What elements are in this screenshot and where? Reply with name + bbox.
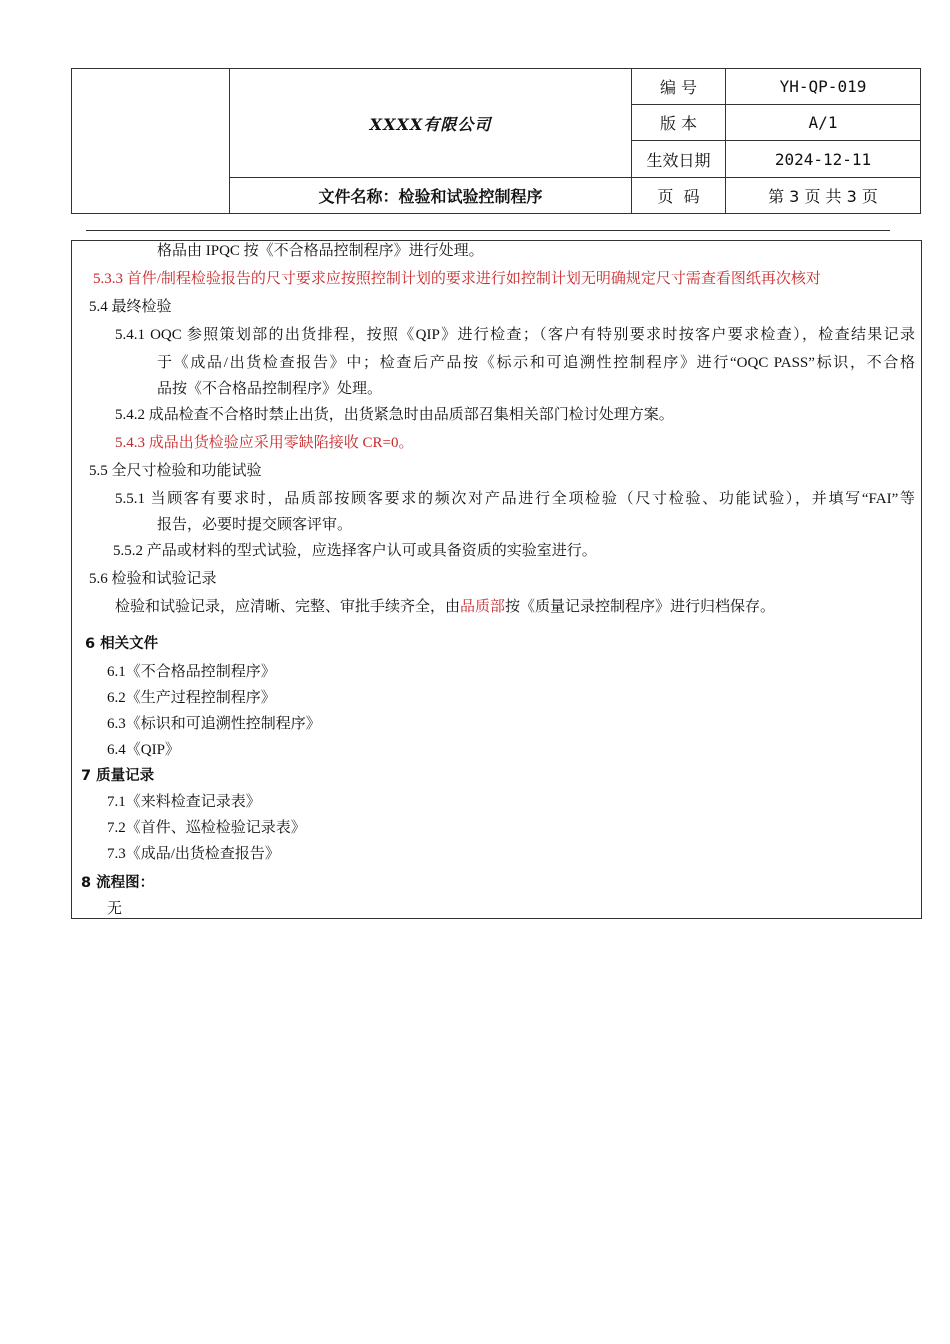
section-5-4-heading: 5.4 最终检验: [89, 299, 172, 315]
version-label: 版 本: [632, 105, 726, 141]
clause-5-5-1-cont: 报告，必要时提交顾客评审。: [157, 517, 353, 533]
quality-record-item: 7.3《成品/出货检查报告》: [107, 846, 280, 862]
clause-5-6-text-c: 按《质量记录控制程序》进行归档保存。: [505, 599, 776, 615]
doc-number-label: 编 号: [632, 69, 726, 105]
clause-5-5-1: 5.5.1 当顾客有要求时，品质部按顾客要求的频次对产品进行全项检验（尺寸检验、功能试验），并填写“FAI”等: [115, 491, 915, 507]
clause-5-4-2: 5.4.2 成品检查不合格时禁止出货，出货紧急时由品质部召集相关部门检讨处理方案。: [115, 407, 674, 423]
related-doc-item: 6.2《生产过程控制程序》: [107, 690, 276, 706]
clause-5-4-1: 5.4.1 OQC 参照策划部的出货排程，按照《QIP》进行检查；（客户有特别要求时按客户要求检查），检查结果记录: [115, 327, 915, 343]
related-doc-item: 6.4《QIP》: [107, 742, 180, 758]
paragraph-line: 格品由 IPQC 按《不合格品控制程序》进行处理。: [157, 243, 484, 259]
effective-date-label: 生效日期: [632, 141, 726, 178]
section-5-5-heading: 5.5 全尺寸检验和功能试验: [89, 463, 262, 479]
clause-5-6-text: [115, 597, 775, 617]
logo-cell: [72, 69, 230, 214]
clause-5-4-1-cont2: 品按《不合格品控制程序》处理。: [157, 381, 383, 397]
clause-5-5-2: 5.5.2 产品或材料的型式试验，应选择客户认可或具备资质的实验室进行。: [113, 543, 597, 559]
clause-5-4-1-cont: 于《成品/出货检查报告》中；检查后产品按《标示和可追溯性控制程序》进行“OQC PASS”标识，不合格: [157, 355, 915, 371]
quality-dept-highlight: 品质部: [460, 599, 506, 615]
section-5-6-heading: 5.6 检验和试验记录: [89, 571, 217, 587]
flowchart-value: 无: [107, 901, 123, 917]
section-7-heading: 7 质量记录: [81, 768, 155, 784]
related-doc-item: 6.3《标识和可追溯性控制程序》: [107, 716, 321, 732]
effective-date-value: 2024-12-11: [726, 141, 921, 178]
quality-record-item: 7.1《来料检查记录表》: [107, 794, 261, 810]
doc-number-value: YH-QP-019: [726, 69, 921, 105]
header-divider: [86, 230, 890, 231]
document-header-table: [71, 68, 921, 214]
clause-5-3-3: 5.3.3 首件/制程检验报告的尺寸要求应按照控制计划的要求进行如控制计划无明确规定尺寸需查看图纸再次核对: [93, 271, 821, 287]
section-8-heading: 8 流程图：: [81, 875, 155, 891]
section-6-heading: 6 相关文件: [85, 636, 159, 652]
related-doc-item: 6.1《不合格品控制程序》: [107, 664, 276, 680]
quality-record-item: 7.2《首件、巡检检验记录表》: [107, 820, 306, 836]
body-content-box: [71, 240, 922, 919]
document-title: 文件名称：检验和试验控制程序: [230, 178, 632, 214]
page-label: 页 码: [632, 178, 726, 214]
clause-5-6-text-a: 检验和试验记录，应清晰、完整、审批手续齐全，由: [115, 599, 461, 615]
version-value: A/1: [726, 105, 921, 141]
company-name: XXXX有限公司: [230, 69, 632, 178]
clause-5-4-3: 5.4.3 成品出货检验应采用零缺陷接收 CR=0。: [115, 435, 414, 451]
page-value: 第 3 页 共 3 页: [726, 178, 921, 214]
